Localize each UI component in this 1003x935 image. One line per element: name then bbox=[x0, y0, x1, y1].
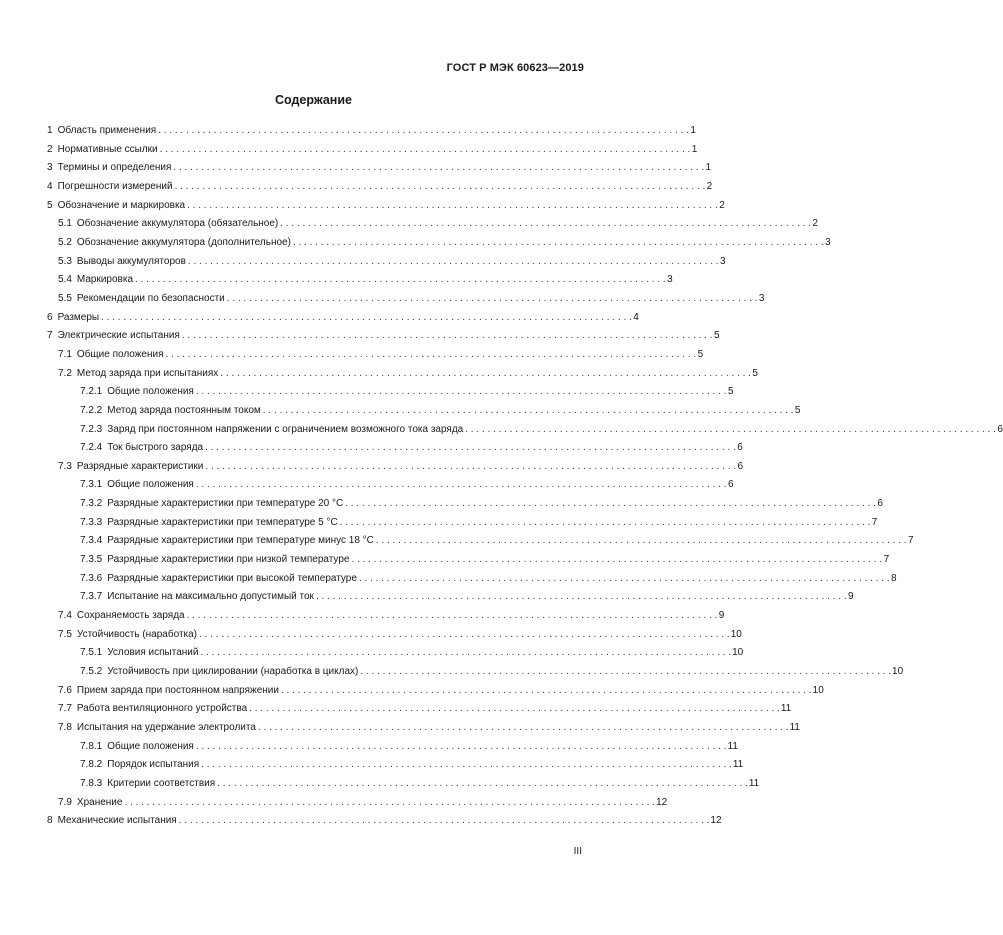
toc-entry[interactable] bbox=[47, 309, 639, 328]
toc-leader-dots bbox=[101, 309, 632, 328]
toc-entry-page: 12 bbox=[710, 815, 722, 827]
toc-leader-dots bbox=[187, 197, 718, 216]
toc-entry-title: Разрядные характеристики при низкой температуре bbox=[107, 554, 350, 566]
toc-entry-number: 7.2.1 bbox=[80, 386, 103, 398]
toc-entry-title: Электрические испытания bbox=[57, 330, 180, 342]
toc-leader-dots bbox=[173, 159, 704, 178]
toc-entry[interactable] bbox=[47, 700, 792, 719]
toc-leader-dots bbox=[187, 607, 718, 626]
toc-entry-page: 2 bbox=[706, 180, 713, 192]
toc-entry[interactable] bbox=[47, 365, 758, 384]
toc-leader-dots bbox=[258, 719, 789, 738]
toc-leader-dots bbox=[166, 346, 697, 365]
toc-entry[interactable] bbox=[47, 234, 831, 253]
toc-entry-number: 5.3 bbox=[58, 255, 72, 267]
toc-entry-number: 7.3 bbox=[58, 460, 72, 472]
toc-entry-page: 6 bbox=[997, 423, 1003, 435]
toc-entry[interactable] bbox=[47, 383, 734, 402]
toc-entry-page: 1 bbox=[691, 143, 698, 155]
toc-entry[interactable] bbox=[47, 327, 720, 346]
toc-entry-title: Метод заряда при испытаниях bbox=[76, 367, 219, 379]
toc-entry[interactable] bbox=[47, 775, 760, 794]
toc-entry-page: 7 bbox=[908, 535, 914, 547]
toc-leader-dots bbox=[465, 421, 996, 440]
toc-entry[interactable] bbox=[47, 532, 914, 551]
toc-entry-page: 10 bbox=[812, 684, 824, 696]
toc-entry-number: 5.5 bbox=[58, 292, 72, 304]
toc-entry[interactable] bbox=[47, 290, 765, 309]
toc-entry-title: Маркировка bbox=[76, 274, 134, 286]
toc-leader-dots bbox=[196, 738, 727, 757]
toc-entry[interactable] bbox=[47, 215, 818, 234]
toc-entry-page: 7 bbox=[883, 554, 890, 566]
toc-entry-title: Обозначение аккумулятора (дополнительное) bbox=[76, 236, 291, 248]
toc-entry-number: 7.3.3 bbox=[80, 516, 103, 528]
toc-entry-title: Область применения bbox=[57, 125, 157, 136]
toc-entry-page: 12 bbox=[656, 796, 668, 808]
toc-entry[interactable] bbox=[47, 812, 722, 831]
toc-entry-number: 7.5.2 bbox=[80, 666, 103, 678]
toc-entry-title: Общие положения bbox=[76, 348, 164, 360]
toc-entry[interactable] bbox=[47, 495, 883, 514]
toc-leader-dots bbox=[175, 178, 706, 197]
toc-entry[interactable] bbox=[47, 271, 673, 290]
toc-leader-dots bbox=[205, 439, 736, 458]
toc-entry-title: Разрядные характеристики при температуре 5 °С bbox=[107, 516, 338, 528]
toc-entry-page: 11 bbox=[789, 722, 800, 733]
toc-entry[interactable] bbox=[47, 663, 904, 682]
toc-entry-page: 5 bbox=[794, 404, 801, 416]
toc-entry-title: Порядок испытания bbox=[107, 759, 200, 771]
toc-leader-dots bbox=[199, 626, 730, 645]
toc-entry-title: Разрядные характеристики bbox=[76, 460, 204, 472]
toc-entry[interactable] bbox=[47, 178, 713, 197]
toc-entry-page: 6 bbox=[737, 442, 743, 454]
toc-entry-number: 5.4 bbox=[58, 274, 72, 286]
toc-entry-title: Выводы аккумуляторов bbox=[76, 255, 186, 267]
toc-entry-page: 2 bbox=[812, 218, 818, 230]
toc-entry[interactable] bbox=[47, 476, 734, 495]
toc-entry[interactable] bbox=[47, 458, 744, 477]
toc-entry-page: 9 bbox=[848, 591, 854, 603]
toc-entry[interactable] bbox=[47, 794, 668, 813]
toc-entry-page: 3 bbox=[720, 255, 726, 267]
toc-entry-number: 7.8.2 bbox=[80, 759, 103, 771]
toc-entry-title: Метод заряда постоянным током bbox=[107, 404, 261, 416]
toc-leader-dots bbox=[345, 495, 876, 514]
toc-leader-dots bbox=[293, 234, 824, 253]
toc-entry-title: Погрешности измерений bbox=[57, 180, 173, 192]
toc-entry[interactable] bbox=[47, 197, 725, 216]
toc-entry[interactable] bbox=[47, 570, 897, 589]
toc-entry-title: Общие положения bbox=[107, 386, 194, 398]
toc-entry-number: 7.3.4 bbox=[80, 535, 103, 547]
toc-entry-page: 2 bbox=[719, 199, 725, 211]
toc-entry-title: Устойчивость (наработка) bbox=[76, 628, 198, 640]
toc-leader-dots bbox=[280, 215, 811, 234]
toc-entry[interactable] bbox=[47, 626, 742, 645]
toc-entry-page: 8 bbox=[891, 572, 897, 584]
toc-leader-dots bbox=[135, 271, 666, 290]
toc-entry-number: 5.2 bbox=[58, 236, 72, 248]
toc-entry-page: 3 bbox=[667, 274, 673, 286]
toc-entry-number: 5 bbox=[47, 199, 53, 211]
toc-entry[interactable] bbox=[47, 122, 696, 141]
toc-entry-number: 4 bbox=[47, 180, 53, 192]
toc-entry[interactable] bbox=[47, 421, 1003, 440]
toc-entry-page: 5 bbox=[727, 386, 734, 398]
toc-entry-number: 7.2.2 bbox=[80, 404, 103, 416]
toc-leader-dots bbox=[124, 794, 655, 813]
toc-entry-page: 7 bbox=[871, 516, 878, 528]
toc-leader-dots bbox=[360, 663, 891, 682]
page-number: III bbox=[573, 846, 582, 857]
toc-entry-number: 7.3.7 bbox=[80, 591, 103, 603]
toc-entry-page: 5 bbox=[697, 348, 704, 360]
toc-entry-title: Нормативные ссылки bbox=[57, 143, 158, 155]
toc-entry-page: 10 bbox=[892, 666, 904, 678]
toc-leader-dots bbox=[217, 775, 748, 794]
toc-entry-title: Обозначение и маркировка bbox=[57, 199, 186, 211]
toc-entry-title: Общие положения bbox=[107, 740, 194, 752]
toc-entry-number: 7.1 bbox=[58, 348, 72, 360]
toc-entry-number: 7.5.1 bbox=[80, 647, 103, 659]
toc-leader-dots bbox=[179, 812, 710, 831]
toc-entry-title: Термины и определения bbox=[57, 162, 172, 174]
toc-entry-number: 3 bbox=[47, 162, 53, 174]
toc-entry-number: 5.1 bbox=[58, 218, 72, 230]
toc-entry-number: 2 bbox=[47, 143, 53, 155]
toc-entry-page: 10 bbox=[730, 628, 742, 640]
toc-leader-dots bbox=[316, 588, 847, 607]
toc-entry-title: Рекомендации по безопасности bbox=[76, 292, 225, 304]
toc-entry-title: Устойчивость при циклировании (наработка в циклах) bbox=[107, 666, 359, 678]
toc-leader-dots bbox=[196, 476, 727, 495]
toc-entry-title: Разрядные характеристики при температуре 20 °С bbox=[107, 498, 344, 510]
toc-entry-page: 11 bbox=[727, 740, 738, 752]
toc-leader-dots bbox=[158, 122, 689, 141]
toc-entry-number: 7 bbox=[47, 330, 53, 342]
toc-entry-page: 6 bbox=[737, 460, 744, 472]
toc-entry[interactable] bbox=[47, 402, 801, 421]
toc-entry-page: 3 bbox=[758, 292, 765, 304]
toc-leader-dots bbox=[359, 570, 890, 589]
toc-entry-page: 9 bbox=[718, 610, 725, 622]
toc-entry[interactable] bbox=[47, 644, 744, 663]
toc-entry[interactable] bbox=[47, 682, 824, 701]
toc-entry-number: 7.2.3 bbox=[80, 423, 103, 435]
toc-entry-title: Прием заряда при постоянном напряжении bbox=[76, 684, 279, 696]
toc-leader-dots bbox=[263, 402, 794, 421]
table-of-contents bbox=[47, 122, 1003, 831]
toc-entry-page: 4 bbox=[633, 311, 639, 323]
toc-leader-dots bbox=[182, 327, 713, 346]
toc-entry[interactable] bbox=[47, 551, 890, 570]
toc-entry-number: 7.3.2 bbox=[80, 498, 103, 510]
toc-entry-title: Механические испытания bbox=[57, 815, 177, 827]
toc-entry-page: 11 bbox=[780, 703, 792, 715]
toc-entry-number: 7.5 bbox=[58, 628, 72, 640]
toc-entry-number: 7.8.3 bbox=[80, 777, 103, 789]
toc-entry-number: 8 bbox=[47, 815, 53, 827]
toc-entry-page: 3 bbox=[825, 236, 831, 248]
toc-entry-number: 1 bbox=[47, 125, 53, 136]
toc-entry-number: 7.8 bbox=[58, 722, 72, 733]
toc-entry-number: 7.8.1 bbox=[80, 740, 103, 752]
toc-entry[interactable] bbox=[47, 719, 800, 738]
toc-entry[interactable] bbox=[47, 588, 854, 607]
toc-entry-page: 1 bbox=[690, 125, 696, 136]
toc-entry-title: Разрядные характеристики при высокой температуре bbox=[107, 572, 357, 584]
document-code: ГОСТ Р МЭК 60623—2019 bbox=[446, 62, 584, 74]
toc-entry-number: 7.3.5 bbox=[80, 554, 103, 566]
toc-leader-dots bbox=[220, 365, 751, 384]
toc-entry-page: 5 bbox=[713, 330, 720, 342]
toc-entry-title: Условия испытаний bbox=[107, 647, 199, 659]
toc-leader-dots bbox=[340, 514, 871, 533]
toc-entry-title: Сохраняемость заряда bbox=[76, 610, 185, 622]
toc-entry-title: Работа вентиляционного устройства bbox=[76, 703, 248, 715]
toc-entry[interactable] bbox=[47, 439, 743, 458]
toc-leader-dots bbox=[205, 458, 736, 477]
toc-entry-number: 7.2.4 bbox=[80, 442, 103, 454]
page-title: Содержание bbox=[274, 93, 352, 107]
toc-entry[interactable] bbox=[47, 514, 878, 533]
toc-entry-title: Испытание на максимально допустимый ток bbox=[107, 591, 314, 603]
toc-leader-dots bbox=[227, 290, 758, 309]
toc-entry-title: Критерии соответствия bbox=[107, 777, 216, 789]
toc-entry-number: 7.9 bbox=[58, 796, 72, 808]
toc-leader-dots bbox=[188, 253, 719, 272]
toc-entry[interactable] bbox=[47, 607, 725, 626]
toc-entry[interactable] bbox=[47, 253, 726, 272]
toc-entry-page: 5 bbox=[752, 367, 758, 379]
toc-entry-title: Заряд при постоянном напряжении с ограничением возможного тока заряда bbox=[107, 423, 464, 435]
toc-entry-title: Общие положения bbox=[107, 479, 194, 491]
toc-entry-page: 6 bbox=[877, 498, 883, 510]
toc-leader-dots bbox=[201, 756, 732, 775]
toc-leader-dots bbox=[200, 644, 731, 663]
toc-entry-number: 7.3.6 bbox=[80, 572, 103, 584]
toc-entry-number: 7.4 bbox=[58, 610, 72, 622]
toc-entry-page: 11 bbox=[732, 759, 744, 771]
toc-entry[interactable] bbox=[47, 141, 698, 160]
toc-entry-page: 11 bbox=[748, 777, 760, 789]
toc-entry-title: Испытания на удержание электролита bbox=[76, 722, 256, 733]
toc-leader-dots bbox=[351, 551, 882, 570]
toc-entry-title: Хранение bbox=[76, 796, 123, 808]
toc-entry-number: 7.3.1 bbox=[80, 479, 103, 491]
toc-leader-dots bbox=[160, 141, 691, 160]
toc-entry-page: 10 bbox=[732, 647, 744, 659]
toc-entry-title: Размеры bbox=[57, 311, 100, 323]
toc-entry-page: 6 bbox=[727, 479, 734, 491]
toc-entry-number: 7.7 bbox=[58, 703, 72, 715]
toc-entry[interactable] bbox=[47, 738, 738, 757]
toc-leader-dots bbox=[196, 383, 727, 402]
toc-entry-number: 7.6 bbox=[58, 684, 72, 696]
toc-entry[interactable] bbox=[47, 756, 744, 775]
toc-entry[interactable] bbox=[47, 346, 704, 365]
toc-entry-title: Обозначение аккумулятора (обязательное) bbox=[76, 218, 279, 230]
toc-entry-number: 7.2 bbox=[58, 367, 72, 379]
toc-entry-title: Разрядные характеристики при температуре минус 18 °С bbox=[107, 535, 374, 547]
toc-entry-title: Ток быстрого заряда bbox=[107, 442, 204, 454]
toc-entry-page: 1 bbox=[705, 162, 712, 174]
toc-leader-dots bbox=[281, 682, 812, 701]
toc-leader-dots bbox=[249, 700, 780, 719]
toc-entry[interactable] bbox=[47, 159, 712, 178]
toc-entry-number: 6 bbox=[47, 311, 53, 323]
toc-leader-dots bbox=[376, 532, 907, 551]
